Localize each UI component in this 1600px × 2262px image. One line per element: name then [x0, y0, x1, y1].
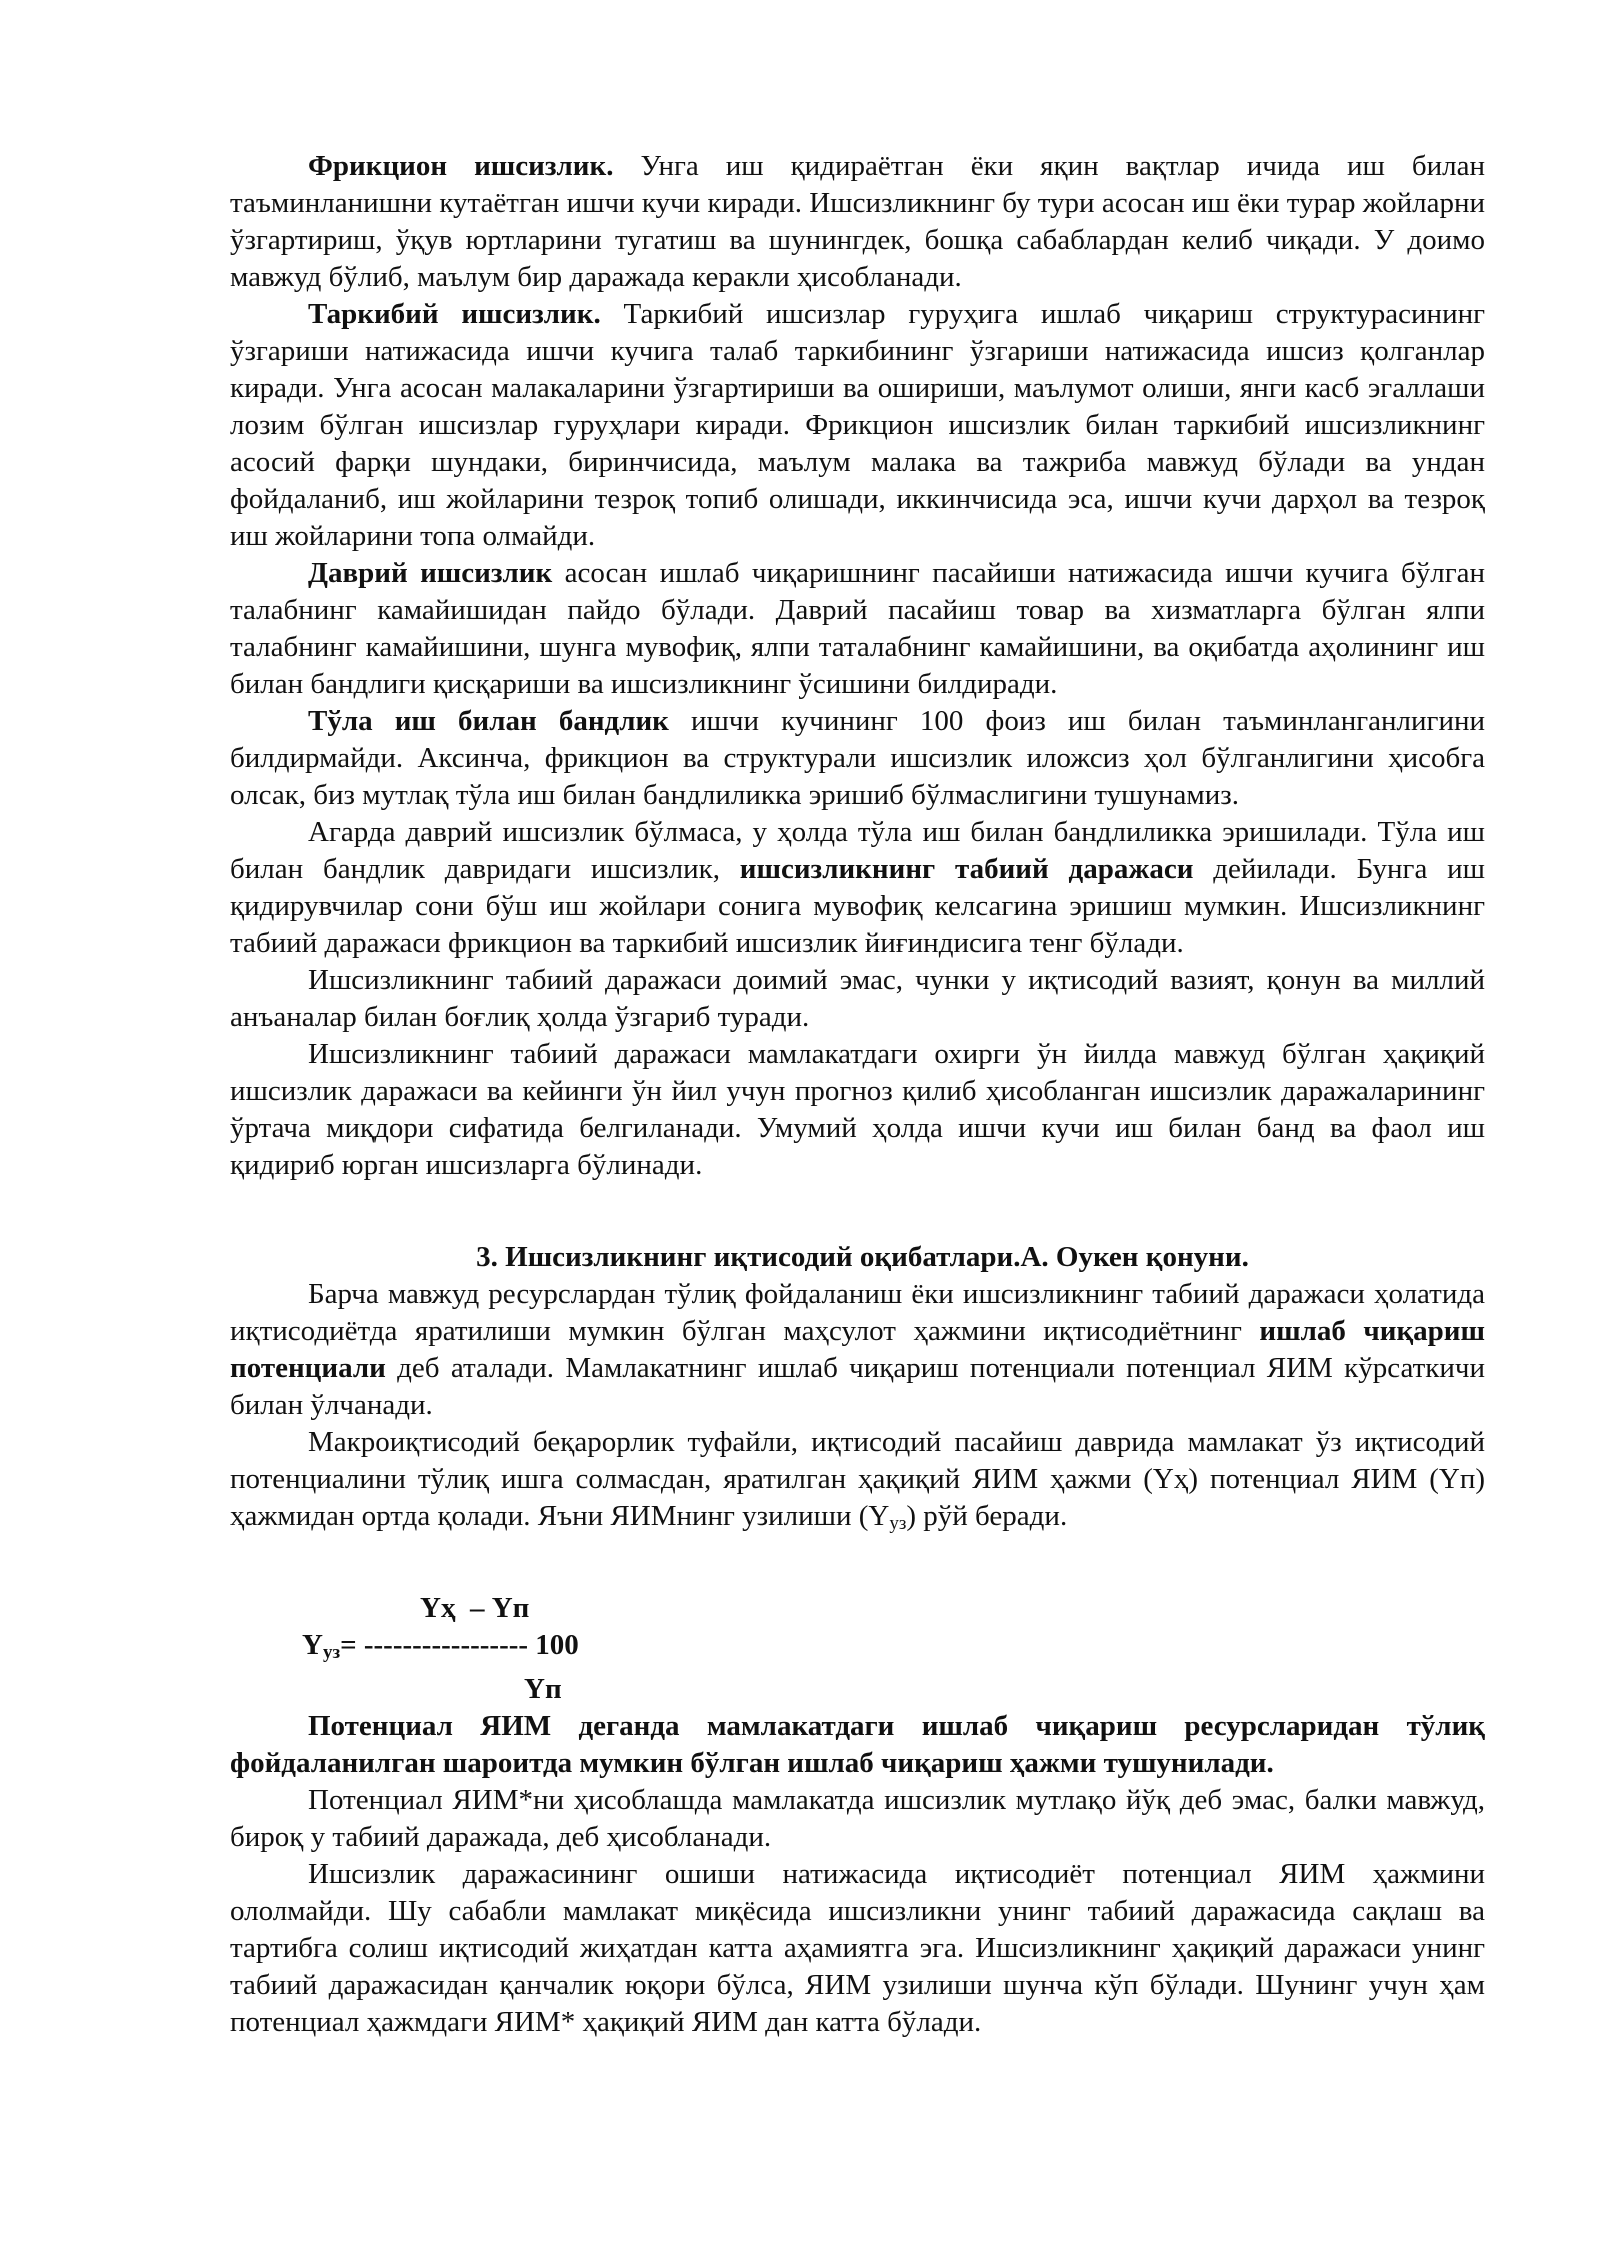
paragraph-natural-rate-definition [230, 1036, 1485, 1184]
formula-lhs: Y [302, 1629, 323, 1661]
paragraph-text: ишчи кучининг 100 фоиз иш билан таъминланганлигини билдирмайди. Аксинча, фрикцион ва структурали ишсизлик иложсиз ҳол бўлганлигини ҳисобга олсак, биз мутлақ тўла иш билан бандлиликка эришиб бўлмаслигини тушунамиз. [230, 705, 1486, 811]
term-frictional: Фрикцион ишсизлик. [308, 150, 614, 182]
paragraph-text: дейилади. Бунга иш қидирувчилар сони бўш иш жойлари сонига мувофиқ келсагина эришиш мумкин. Ишсизликнинг табиий даражаси фрикцион ва таркибий ишсизлик йиғиндисига тенг бўлади. [230, 853, 1485, 959]
paragraph-text: Макроиқтисодий беқарорлик туфайли, иқтисодий пасайиш даврида мамлакат ўз иқтисодий потенциалини тўлиқ ишга солмасдан, яратилган ҳақиқий ЯИМ ҳажми (Yҳ) потенциал ЯИМ (Yп) ҳажмидан ортда қолади. Яъни ЯИМнинг узилиши (Y [230, 1426, 1485, 1532]
paragraph-potential-gdp-calculation [230, 1782, 1485, 1856]
paragraph-text: асосан ишлаб чиқаришнинг пасайиши натижасида ишчи кучига бўлган талабнинг камайишидан пайдо бўлади. Даврий пасайиш товар ва хизматларга бўлган ялпи талабнинг камайишини, шунга мувофиқ, ялпи таталабнинг камайишини, ва оқибатда аҳолининг иш билан бандлиги қисқариши ва ишсизликнинг ўсишини билдиради. [230, 557, 1485, 700]
term-cyclical: Даврий ишсизлик [308, 557, 553, 589]
term-structural: Таркибий ишсизлик. [308, 298, 601, 330]
term-natural-rate: ишсизликнинг табиий даражаси [739, 853, 1194, 885]
section-heading: 3. Ишсизликнинг иқтисодий оқибатлари.А. Оукен қонуни. [476, 1241, 1249, 1273]
paragraph-cyclical-unemployment [230, 555, 1485, 703]
formula-denominator: Yп [524, 1673, 562, 1705]
paragraph-text: деб аталади. Мамлакатнинг ишлаб чиқариш потенциали потенциал ЯИМ кўрсаткичи билан ўлчанади. [230, 1352, 1485, 1421]
paragraph-text: Ишсизлик даражасининг ошиши натижасида иқтисодиёт потенциал ЯИМ ҳажмини ололмайди. Шу сабабли мамлакат миқёсида ишсизликни унинг табиий даражасида сақлаш ва тартибга солиш иқтисодий жиҳатдан катта аҳамиятга эга. Ишсизликнинг ҳақиқий даражаси унинг табиий даражасидан қанчалик юқори бўлса, ЯИМ узилиши шунча кўп бўлади. Шунинг учун ҳам потенциал ҳажмдаги ЯИМ* ҳақиқий ЯИМ дан катта бўлади. [230, 1858, 1485, 2038]
term-full-employment: Тўла иш билан бандлик [308, 705, 669, 737]
paragraph-frictional-unemployment [230, 148, 1485, 296]
document-page [230, 148, 1485, 2041]
paragraph-text: Ишсизликнинг табиий даражаси мамлакатдаги охирги ўн йилда мавжуд бўлган ҳақиқий ишсизлик даражаси ва кейинги ўн йил учун прогноз қилиб ҳисобланган ишсизлик даражаларининг ўртача миқдори сифатида белгиланади. Умумий ҳолда ишчи кучи иш билан банд ва фаол иш қидириб юрган ишсизларга бўлинади. [230, 1038, 1485, 1181]
paragraph-natural-rate-variability [230, 962, 1485, 1036]
subscript: уз [889, 1513, 907, 1534]
paragraph-potential-gdp-definition [230, 1708, 1485, 1782]
paragraph-production-potential [230, 1276, 1485, 1424]
term-production-potential: ишлаб чиқариш потенциали [230, 1315, 1485, 1384]
paragraph-structural-unemployment [230, 296, 1485, 555]
paragraph-text: Потенциал ЯИМ деганда мамлакатдаги ишлаб чиқариш ресурсларидан тўлиқ фойдаланилган шароитда мумкин бўлган ишлаб чиқариш ҳажми тушунилади. [230, 1710, 1485, 1779]
formula-lhs-subscript: уз [322, 1642, 341, 1663]
formula-numerator: Yҳ – Yп [420, 1592, 530, 1624]
paragraph-full-employment [230, 703, 1485, 814]
formula-fraction-line: = ----------------- 100 [340, 1629, 579, 1661]
paragraph-text: Агарда даврий ишсизлик бўлмаса, у ҳолда тўла иш билан бандлиликка эришилади. Тўла иш билан бандлик давридаги ишсизлик, [230, 816, 1485, 885]
gdp-gap-formula [302, 1590, 1485, 1708]
paragraph-text: Таркибий ишсизлар гуруҳига ишлаб чиқариш структурасининг ўзгариши натижасида ишчи кучига талаб таркибининг ўзгариши натижасида ишсиз қолганлар киради. Унга асосан малакаларини ўзгартириши ва ошириши, маълумот олиши, янги касб эгаллаши лозим бўлган ишсизлар гуруҳлари киради. Фрикцион ишсизлик билан таркибий ишсизликнинг асосий фарқи шундаки, биринчисида, маълум малака ва тажриба мавжуд бўлади ва ундан фойдаланиб, иш жойларини тезроқ топиб олишади, иккинчисида эса, ишчи кучи дарҳол ва тезроқ иш жойларини топа олмайди. [230, 298, 1485, 552]
paragraph-gdp-gap [230, 1424, 1485, 1542]
formula-main-line [302, 1627, 1485, 1671]
paragraph-text: Унга иш қидираётган ёки яқин вақтлар ичида иш билан таъминланишни кутаётган ишчи кучи киради. Ишсизликнинг бу тури асосан иш ёки турар жойларни ўзгартириш, ўқув юртларини тугатиш ва шунингдек, бошқа сабаблардан келиб чиқади. У доимо мавжуд бўлиб, маълум бир даражада керакли ҳисобланади. [230, 150, 1485, 293]
paragraph-text: ) рўй беради. [906, 1500, 1068, 1532]
paragraph-text: Барча мавжуд ресурслардан тўлиқ фойдаланиш ёки ишсизликнинг табиий даражаси ҳолатида иқтисодиётда яратилиши мумкин бўлган маҳсулот ҳажмини иқтисодиётнинг [230, 1278, 1485, 1347]
paragraph-text: Ишсизликнинг табиий даражаси доимий эмас, чунки у иқтисодий вазият, қонун ва миллий анъаналар билан боғлиқ ҳолда ўзгариб туради. [230, 964, 1485, 1033]
paragraph-natural-rate [230, 814, 1485, 962]
paragraph-text: Потенциал ЯИМ*ни ҳисоблашда мамлакатда ишсизлик мутлақо йўқ деб эмас, балки мавжуд, бироқ у табиий даражада, деб ҳисобланади. [230, 1784, 1485, 1853]
paragraph-unemployment-impact [230, 1856, 1485, 2041]
